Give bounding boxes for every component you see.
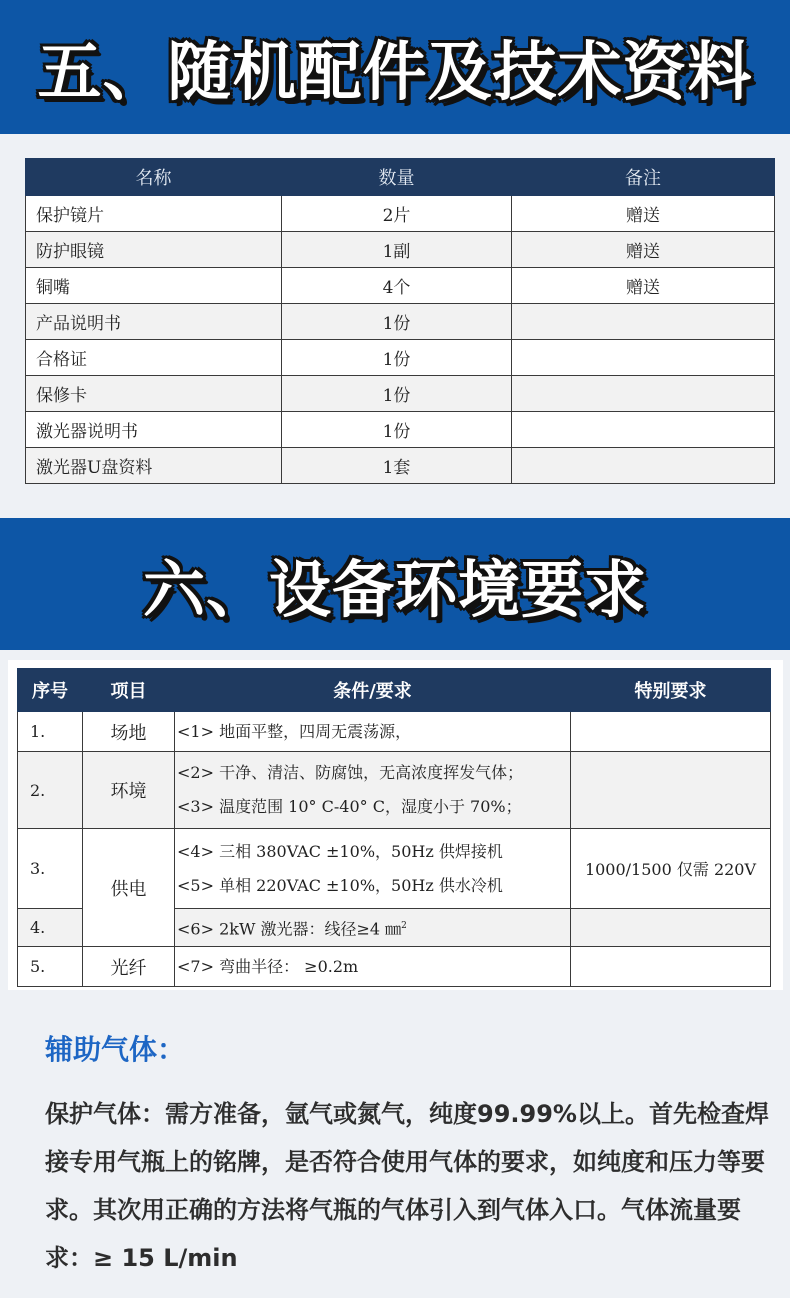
cell-note: 赠送: [512, 268, 775, 304]
cell-condition: [175, 752, 571, 829]
table-row: [18, 947, 771, 987]
cell-item: 光纤: [83, 947, 175, 987]
table-row: [26, 196, 775, 232]
cell-name: 产品说明书: [26, 304, 282, 340]
cell-qty: 4个: [282, 268, 512, 304]
cell-note: [512, 448, 775, 484]
cell-special: [571, 712, 771, 752]
cell-qty: 1份: [282, 304, 512, 340]
cell-index: 2.: [18, 752, 83, 829]
cell-note: [512, 376, 775, 412]
cell-note: 赠送: [512, 196, 775, 232]
condition-line: <2> 干净、清洁、防腐蚀，无高浓度挥发气体；: [177, 763, 524, 782]
cell-item: 场地: [83, 712, 175, 752]
cell-qty: 1份: [282, 412, 512, 448]
accessories-table: [25, 158, 775, 484]
cell-index: 3.: [18, 829, 83, 909]
cell-name: 激光器U盘资料: [26, 448, 282, 484]
condition-line: <5> 单相 220VAC ±10%，50Hz 供水冷机: [177, 875, 503, 895]
table-row: [26, 412, 775, 448]
header-note: 备注: [512, 159, 775, 196]
header-special: 特别要求: [571, 669, 771, 712]
cell-qty: 1副: [282, 232, 512, 268]
header-item: 项目: [83, 669, 175, 712]
cell-name: 保修卡: [26, 376, 282, 412]
header-condition: 条件/要求: [175, 669, 571, 712]
section-banner-environment: [0, 518, 790, 650]
table-header-row: [18, 669, 771, 712]
table-row: [18, 712, 771, 752]
condition-line: <3> 温度范围 10° C-40° C，湿度小于 70%；: [177, 797, 522, 816]
gas-heading: 辅助气体：: [45, 1033, 186, 1066]
condition-line: [177, 909, 570, 946]
superscript: 2: [401, 921, 407, 931]
cell-special: [571, 947, 771, 987]
condition-line: <7> 弯曲半径： ≥0.2m: [177, 956, 359, 976]
header-name: 名称: [26, 159, 282, 196]
cell-name: 合格证: [26, 340, 282, 376]
cell-item: 供电: [83, 829, 175, 947]
cell-index: 4.: [18, 909, 83, 947]
section-title-accessories: 五、随机配件及技术资料: [37, 36, 753, 110]
cell-condition: [175, 829, 571, 909]
cell-name: 防护眼镜: [26, 232, 282, 268]
section-title-environment: 六、设备环境要求: [142, 552, 647, 626]
condition-line: <1> 地面平整，四周无震荡源，: [177, 721, 412, 741]
cell-condition: [175, 712, 571, 752]
table-header-row: [26, 159, 775, 196]
table-row: [26, 448, 775, 484]
cell-qty: 1份: [282, 340, 512, 376]
cell-note: [512, 304, 775, 340]
table-row: [26, 340, 775, 376]
table-row: [26, 268, 775, 304]
condition-text: <6> 2kW 激光器：线径≥4 ㎜: [177, 919, 402, 939]
cell-note: [512, 340, 775, 376]
cell-name: 铜嘴: [26, 268, 282, 304]
cell-condition: [175, 909, 571, 947]
header-qty: 数量: [282, 159, 512, 196]
header-index: 序号: [18, 669, 83, 712]
cell-item: 环境: [83, 752, 175, 829]
condition-line: <4> 三相 380VAC ±10%，50Hz 供焊接机: [177, 841, 503, 861]
table-row: [18, 829, 771, 909]
table-row: [18, 752, 771, 829]
cell-qty: 1套: [282, 448, 512, 484]
cell-special: [571, 909, 771, 947]
table-row: [26, 376, 775, 412]
cell-qty: 1份: [282, 376, 512, 412]
cell-special: 1000/1500 仅需 220V: [571, 829, 771, 909]
cell-note: [512, 412, 775, 448]
section-banner-accessories: [0, 0, 790, 134]
environment-table: [17, 668, 771, 987]
cell-index: 5.: [18, 947, 83, 987]
cell-index: 1.: [18, 712, 83, 752]
table-row: [26, 232, 775, 268]
cell-note: 赠送: [512, 232, 775, 268]
cell-special: [571, 752, 771, 829]
table-row: [26, 304, 775, 340]
cell-name: 保护镜片: [26, 196, 282, 232]
cell-qty: 2片: [282, 196, 512, 232]
cell-condition: [175, 947, 571, 987]
cell-name: 激光器说明书: [26, 412, 282, 448]
gas-description: 保护气体：需方准备，氩气或氮气，纯度99.99%以上。首先检查焊接专用气瓶上的铭牌，是否符合使用气体的要求，如纯度和压力等要求。其次用正确的方法将气瓶的气体引入到气体入口。气体流量要求：≥ 15 L/min: [45, 1100, 769, 1272]
